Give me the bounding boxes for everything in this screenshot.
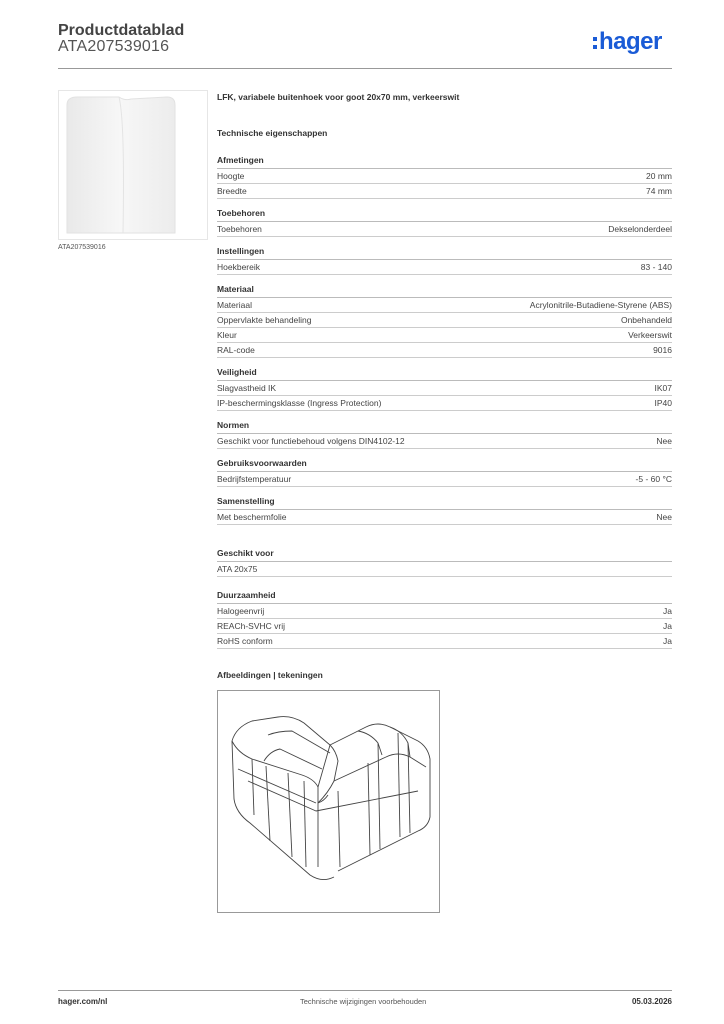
- drawings-heading: Afbeeldingen | tekeningen: [217, 670, 323, 680]
- thumbnail-caption: ATA207539016: [58, 244, 106, 251]
- spec-row: [217, 510, 672, 525]
- spec-value: IP40: [654, 398, 672, 408]
- spec-label: RoHS conform: [217, 636, 273, 646]
- section-title: Afmetingen: [217, 154, 672, 169]
- spec-label: Hoogte: [217, 171, 245, 181]
- spec-section: [217, 245, 672, 275]
- spec-section: [217, 283, 672, 358]
- spec-section: [217, 154, 672, 199]
- hager-logo[interactable]: [593, 28, 662, 56]
- spec-row: [217, 562, 672, 577]
- section-title: Duurzaamheid: [217, 589, 672, 604]
- section-title: Toebehoren: [217, 207, 672, 222]
- logo-dots-icon: [593, 37, 597, 49]
- spec-value: 20 mm: [646, 171, 672, 181]
- spec-label: Materiaal: [217, 300, 252, 310]
- spec-row: [217, 313, 672, 328]
- spec-value: 83 - 140: [640, 262, 672, 272]
- product-name: LFK, variabele buitenhoek voor goot 20x70 mm, verkeerswit: [217, 92, 460, 102]
- spec-section: [217, 589, 672, 649]
- section-title: Veiligheid: [217, 366, 672, 381]
- product-thumbnail: [58, 90, 208, 240]
- spec-label: ATA 20x75: [217, 564, 258, 574]
- spec-value: Verkeerswit: [628, 330, 672, 340]
- spec-row: [217, 634, 672, 649]
- footer-website-link[interactable]: hager.com/nl: [58, 997, 108, 1006]
- spec-label: IP-beschermingsklasse (Ingress Protection): [217, 398, 382, 408]
- section-title: Instellingen: [217, 245, 672, 260]
- corner-drawing-icon: [218, 691, 439, 912]
- spec-row: [217, 184, 672, 199]
- spec-row: [217, 298, 672, 313]
- spec-row: [217, 396, 672, 411]
- section-title: Geschikt voor: [217, 547, 672, 562]
- spec-value: Ja: [663, 636, 672, 646]
- spec-row: [217, 381, 672, 396]
- spec-value: Nee: [656, 436, 672, 446]
- spec-row: [217, 619, 672, 634]
- spec-value: Nee: [656, 512, 672, 522]
- spec-label: Toebehoren: [217, 224, 262, 234]
- spec-value: Acrylonitrile-Butadiene-Styrene (ABS): [529, 300, 672, 310]
- spec-label: Kleur: [217, 330, 237, 340]
- footer-date: 05.03.2026: [631, 997, 672, 1006]
- spec-label: RAL-code: [217, 345, 255, 355]
- spec-row: [217, 260, 672, 275]
- spec-row: [217, 472, 672, 487]
- product-photo-icon: [59, 91, 209, 241]
- spec-value: Onbehandeld: [620, 315, 672, 325]
- spec-section: [217, 419, 672, 449]
- spec-section: [217, 207, 672, 237]
- spec-value: IK07: [654, 383, 672, 393]
- spec-label: Halogeenvrij: [217, 606, 265, 616]
- spec-label: Oppervlakte behandeling: [217, 315, 312, 325]
- spec-value: 9016: [653, 345, 672, 355]
- spec-label: Breedte: [217, 186, 247, 196]
- spec-value: Ja: [663, 621, 672, 631]
- spec-row: [217, 604, 672, 619]
- header-divider: [58, 68, 672, 69]
- spec-label: REACh-SVHC vrij: [217, 621, 286, 631]
- spec-section: [217, 366, 672, 411]
- spec-row: [217, 169, 672, 184]
- document-title: Productdatablad: [58, 22, 185, 39]
- section-title: Materiaal: [217, 283, 672, 298]
- spec-row: [217, 328, 672, 343]
- section-title: Samenstelling: [217, 495, 672, 510]
- footer-disclaimer: Technische wijzigingen voorbehouden: [300, 997, 427, 1006]
- spec-row: [217, 434, 672, 449]
- technical-drawing: [217, 690, 440, 913]
- spec-label: Geschikt voor functiebehoud volgens DIN4102-12: [217, 436, 405, 446]
- spec-label: Bedrijfstemperatuur: [217, 474, 292, 484]
- spec-section: [217, 457, 672, 487]
- spec-label: Met beschermfolie: [217, 512, 287, 522]
- footer-divider: [58, 990, 672, 991]
- spec-value: 74 mm: [646, 186, 672, 196]
- spec-value: Ja: [663, 606, 672, 616]
- spec-value: Dekselonderdeel: [608, 224, 672, 234]
- spec-value: -5 - 60 °C: [635, 474, 672, 484]
- tech-properties-heading: Technische eigenschappen: [217, 128, 328, 138]
- spec-label: Slagvastheid IK: [217, 383, 277, 393]
- spec-section: [217, 495, 672, 525]
- spec-label: Hoekbereik: [217, 262, 260, 272]
- spec-content: [217, 92, 672, 649]
- article-number: ATA207539016: [58, 38, 170, 55]
- section-title: Normen: [217, 419, 672, 434]
- logo-text: hager: [599, 28, 662, 55]
- section-title: Gebruiksvoorwaarden: [217, 457, 672, 472]
- spec-row: [217, 343, 672, 358]
- spec-row: [217, 222, 672, 237]
- spec-sections: [217, 154, 672, 649]
- spec-section: [217, 547, 672, 577]
